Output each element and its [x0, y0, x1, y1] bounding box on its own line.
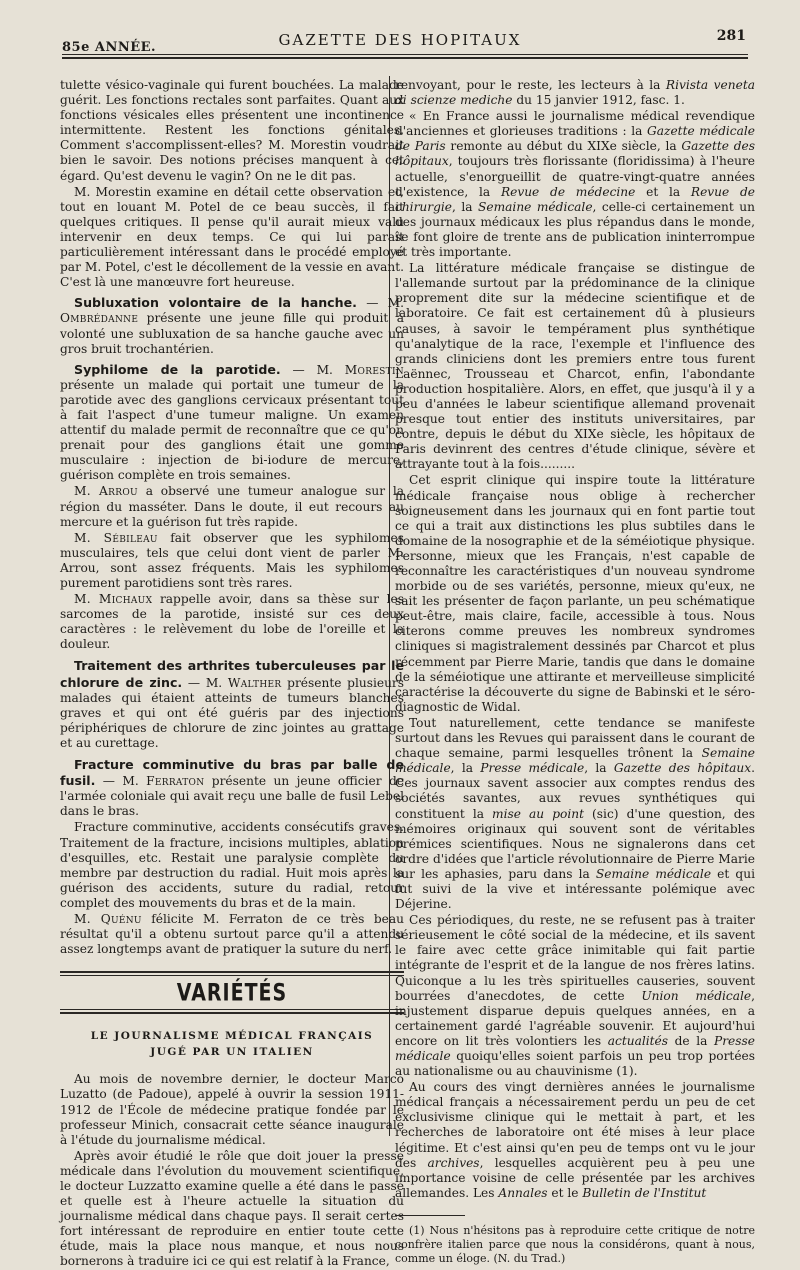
header-rule-top [62, 54, 748, 55]
author-name: M. Michaux [74, 592, 153, 607]
paragraph: Ces périodiques, du reste, ne se refusent pas à traiter sérieusement le côté social de la médecine, et ils savent le faire avec cette grâce inimitable qui fait partie intégrante de l'esprit et de la langue de nos frères latins. Quiconque a lu les très spirituelles causeries, souvent bourrées d'anecdotes, de cette Union médicale, injustement disparue depuis quelques années, en a certainement gardé l'agréable souvenir. Et aujourd'hui encore on lit très volontiers les actualités de la Presse médicale quoiqu'elles soient parfois un peu trop portées au nationalisme ou au chauvinisme (1). [395, 913, 755, 1079]
paragraph: Tout naturellement, cette tendance se manifeste surtout dans les Revues qui paraissent dans le courant de chaque semaine, parmi lesquelles trônent la Semaine médicale, la Presse médicale, la Gazette des hôpitaux. Ces journaux savent associer aux comptes rendus des sociétés savantes, aux revues synthétiques qui constituent la mise au point (sic) d'une question, des mémoires originaux qui souvent sont de véritables prémices scientifiques. Nous ne signalerons dans cet ordre d'idées que l'article révolutionnaire de Pierre Marie sur les aphasies, paru dans la Semaine médicale et qui fut suivi de la vive et intéressante polémique avec Déjerine. [395, 715, 755, 912]
article-title: LE JOURNALISME MÉDICAL FRANÇAIS JUGÉ PAR UN ITALIEN [90, 1030, 374, 1059]
author-name: Ferraton [146, 774, 205, 789]
paragraph: Au mois de novembre dernier, le docteur Marco Luzatto (de Padoue), appelé à ouvrir la session 1911-1912 de l'École de médecine pratique fondée par le professeur Minich, consacrait cette séance inaugurale à l'étude du journalisme médical. [60, 1072, 404, 1147]
author-name: M. Quénu [74, 911, 142, 926]
header-rule-bottom [62, 57, 748, 59]
footnote-rule [395, 1215, 465, 1216]
paragraph: Au cours des vingt dernières années le journalisme médical français a nécessairement perdu un peu de cet exclusivisme clinique qui le mettait à part, et les recherches de laboratoire ont été mises à leur place légitime. Et c'est ainsi qu'en peu de temps ont vu le jour des archives, lesquelles acquièrent peu à peu une importance voisine de celle présentée par les archives allemandes. Les Annales et le Bulletin de l'Institut [395, 1080, 755, 1200]
page-number: 281 [716, 28, 746, 44]
paragraph: Fracture comminutive, accidents consécutifs graves. Traitement de la fracture, incisions multiples, ablation d'esquilles, etc. Restait une paralysie complète du membre par destruction du radial. Huit mois après la guérison des accidents, suture du radial, retour complet des mouvements du bras et de la main. [60, 820, 404, 910]
section-title: Subluxation volontaire de la hanche. [74, 295, 357, 311]
journal-name: Rivista veneta di scienze mediche [395, 78, 755, 108]
section-arthrites: Traitement des arthrites tuberculeuses par le chlorure de zinc. — M. Walther présente plusieurs malades qui étaient atteints de tumeurs blanches graves et qui ont été guéris par des injections périphériques de chlorure de zinc jointes au grattage et au curettage. [60, 658, 405, 750]
paragraph: « En France aussi le journalisme médical revendique d'anciennes et glorieuses traditions : la Gazette médicale de Paris remonte au début du XIXe siècle, la Gazette des hôpitaux, toujours très florissante (floridissima) à l'heure actuelle, s'enorgueillit de quatre-vingt-quatre années d'existence, la Revue de médecine et la Revue de chirurgie, la Semaine médicale, celle-ci certainement un des journaux médicaux les plus répandus dans le monde, se font gloire de trente ans de publication ininterrompue et très importante. [395, 109, 755, 260]
section-title: Traitement des arthrites tuberculeuses par le chlorure de zinc. [60, 658, 404, 690]
paragraph: Après avoir étudié le rôle que doit jouer la presse médicale dans l'évolution du mouvement scientifique, le docteur Luzzatto examine quelle a été dans le passé et quelle est à l'heure actuelle la situation du journalisme médical dans chaque pays. Il serait certes fort intéressant de reproduire en entier toute cette étude, mais la place nous manque, et nous nous bornerons à traduire ici ce qui est relatif à la France, [60, 1148, 404, 1269]
paragraph: M. Michaux rappelle avoir, dans sa thèse sur les sarcomes de la parotide, insisté sur ces deux caractères : le relèvement du lobe de l'oreille et la douleur. [60, 592, 404, 652]
varietes-heading: VARIÉTÉS [176, 979, 288, 1007]
section-subluxation: Subluxation volontaire de la hanche. — M. Ombrédanne présente une jeune fille qui produit à volonté une subluxation de sa hanche gauche avec un gros bruit trochantérien. [60, 295, 404, 356]
section-fracture: Fracture comminutive du bras par balle de fusil. — M. Ferraton présente un jeune officier de l'armée coloniale qui avait reçu une balle de fusil Lebel dans le bras. [60, 757, 404, 819]
section-syphilome: Syphilome de la parotide. — M. Morestin présente un malade qui portait une tumeur de la parotide avec des ganglions cervicaux présentant tout à fait l'aspect d'une tumeur maligne. Un examen attentif du malade permit de reconnaître que ce qu'on prenait pour des ganglions était une gomme musculaire : injection de bi-iodure de mercure, guérison complète en trois semaines. [60, 361, 404, 483]
varietes-rule-bottom [60, 1009, 404, 1014]
section-title: Syphilome de la parotide. [74, 361, 281, 377]
paragraph: M. Morestin examine en détail cette observation et, tout en louant M. Potel de ce beau succès, il fait quelques critiques. Il pense qu'il aurait mieux valu intervenir en deux temps. Ce qui lui paraît particulièrement intéressant dans le procédé employé par M. Potel, c'est le décollement de la vessie en avant. C'est là une manœuvre fort heureuse. [60, 184, 404, 290]
author-name: Morestin [344, 362, 404, 377]
paragraph: La littérature médicale française se distingue de l'allemande surtout par la prédominance de la clinique proprement dite sur la médecine scientifique et de laboratoire. Ce fait est certainement dû à plusieurs causes, à savoir le tempérament plus synthétique qu'analytique de la race, l'exemple et l'influence des grands cliniciens dont les premiers entre tous furent Laënnec, Trousseau et Charcot, enfin, l'abondante production hospitalière. Alors, en effet, que jusqu'à il y a peu d'années le labeur scientifique allemand provenait presque tout entier des instituts universitaires, par contre, depuis le début du XIXe siècle, les hôpitaux de Paris devinrent des centres d'étude clinique, sévère et attrayante tout à la fois......... [395, 261, 755, 472]
journal-title: GAZETTE DES HOPITAUX [278, 31, 522, 49]
issue-label: 85e ANNÉE. [62, 40, 157, 55]
paragraph: tulette vésico-vaginale qui furent bouchées. La malade guérit. Les fonctions rectales sont parfaites. Quant aux fonctions vésicales elles présentent une incontinence intermittente. Restent les fonctions génitales. Comment s'accomplissent-elles? M. Morestin voudrait bien le savoir. Des notions précises manquent à cet égard. Qu'est devenu le vagin? On ne le dit pas. [60, 78, 404, 183]
paragraph: M. Arrou a observé une tumeur analogue sur la région du masséter. Dans le doute, il eut recours au mercure et la guérison fut très rapide. [60, 484, 405, 529]
paragraph: Cet esprit clinique qui inspire toute la littérature médicale française nous oblige à rechercher soigneusement dans les journaux qui en font partie tout ce qui a trait aux distinctions les plus subtiles dans le domaine de la nosographie et de la séméiotique physique. Personne, mieux que les Français, n'est capable de reconnaître les caractéristiques d'un nouveau syndrome morbide ou de ses variétés, personne, mieux qu'eux, ne sait les présenter de façon parlante, un peu schématique peut-être, mais claire, facile, accessible à tous. Nous citerons comme preuves les nombreux syndromes cliniques si magistralement dessinés par Charcot et plus récemment par Pierre Marie, tandis que dans le domaine de la séméiotique une attirante et merveilleuse simplicité caractérise la découverte du signe de Babinski et le séro-diagnostic de Widal. [395, 473, 755, 714]
right-column [395, 78, 755, 1265]
paragraph: M. Sébileau fait observer que les syphilomes musculaires, tels que celui dont vient de parler M. Arrou, sont assez fréquents. Mais les syphilomes purement parotidiens sont très rares. [60, 530, 404, 590]
author-name: M. Sébileau [74, 530, 158, 545]
left-column [60, 78, 405, 1269]
author-name: M. Arrou [74, 484, 138, 499]
paragraph: M. Quénu félicite M. Ferraton de ce très beau résultat qu'il a obtenu surtout parce qu'il a attendu assez longtemps avant de pratiquer la suture du nerf. [60, 911, 405, 957]
author-name: Walther [227, 675, 282, 690]
varietes-rule-top [60, 971, 404, 976]
author-name: Ombrédanne [60, 311, 139, 326]
paragraph: renvoyant, pour le reste, les lecteurs à la Rivista veneta di scienze mediche du 15 janvier 1912, fasc. 1. [395, 78, 755, 108]
footnote: (1) Nous n'hésitons pas à reproduire cette critique de notre confrère italien parce que nous la considérons, quant à nous, comme un éloge. (N. du Trad.) [395, 1223, 755, 1265]
section-title: Fracture comminutive du bras par balle de fusil. [60, 757, 404, 789]
